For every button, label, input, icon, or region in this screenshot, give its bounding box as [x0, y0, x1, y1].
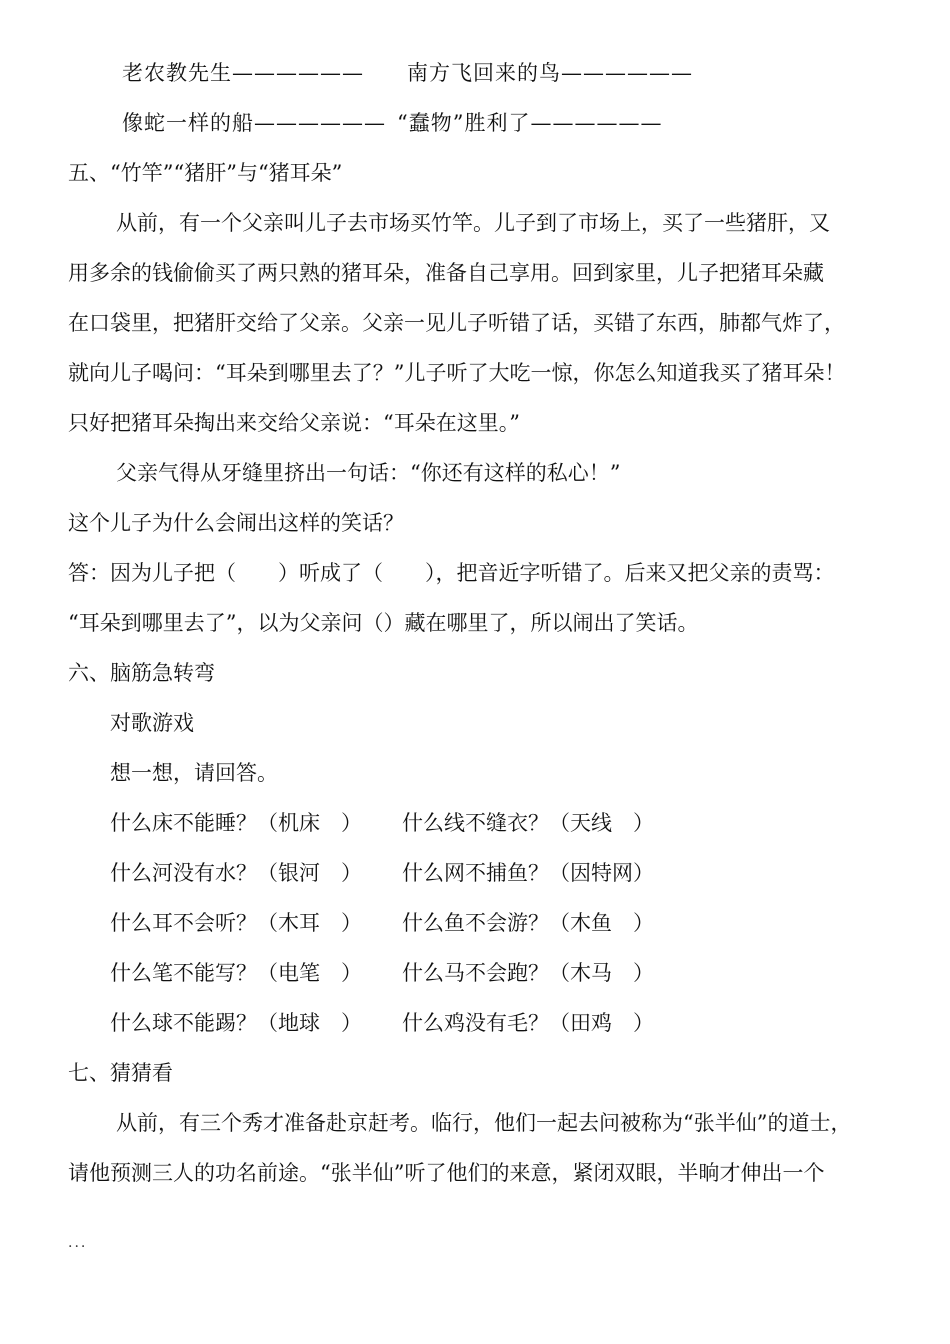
- phrase-chunwu: “蠢物”胜利了——————: [397, 111, 663, 135]
- section-5-answer-line: 答：因为儿子把（ ）听成了（ ），把音近字听错了。后来又把父亲的责骂：: [68, 561, 835, 585]
- riddle-right: 什么马不会跑？（木马 ）: [402, 961, 654, 985]
- section-5-answer-line: “耳朵到哪里去了”，以为父亲问（）藏在哪里了，所以闹出了笑话。: [68, 611, 699, 635]
- section-6-subtitle: 对歌游戏: [110, 711, 194, 735]
- section-5-heading: 五、“竹竿”“猪肝”与“猪耳朵”: [68, 161, 343, 185]
- riddle-right: 什么鱼不会游？（木鱼 ）: [402, 911, 654, 935]
- riddle-right: 什么线不缝衣？（天线 ）: [402, 811, 654, 835]
- section-7-paragraph-line: 从前，有三个秀才准备赴京赶考。临行，他们一起去问被称为“张半仙”的道士，: [116, 1111, 852, 1135]
- riddle-right: 什么网不捕鱼？（因特网）: [402, 861, 654, 885]
- riddle-right: 什么鸡没有毛？（田鸡 ）: [402, 1011, 654, 1035]
- riddle-left: 什么河没有水？（银河 ）: [110, 861, 362, 885]
- section-5-question: 这个儿子为什么会闹出这样的笑话？: [68, 511, 404, 535]
- section-6-instruction: 想一想，请回答。: [110, 761, 278, 785]
- section-5-paragraph-2: 父亲气得从牙缝里挤出一句话：“你还有这样的私心！”: [116, 461, 621, 485]
- riddle-left: 什么球不能踢？（地球 ）: [110, 1011, 362, 1035]
- section-5-paragraph-line: 在口袋里，把猪肝交给了父亲。父亲一见儿子听错了话，买错了东西，肺都气炸了，: [68, 311, 845, 335]
- riddle-left: 什么床不能睡？（机床 ）: [110, 811, 362, 835]
- riddle-left: 什么耳不会听？（木耳 ）: [110, 911, 362, 935]
- section-5-paragraph-line: 只好把猪耳朵掏出来交给父亲说：“耳朵在这里。”: [68, 411, 520, 435]
- section-5-paragraph-line: 就向儿子喝问：“耳朵到哪里去了？”儿子听了大吃一惊，你怎么知道我买了猪耳朵！: [68, 361, 846, 385]
- section-6-heading: 六、脑筋急转弯: [68, 661, 215, 685]
- phrase-xiangshe: 像蛇一样的船——————: [122, 111, 386, 135]
- section-7-paragraph-line: 请他预测三人的功名前途。“张半仙”听了他们的来意，紧闭双眼，半晌才伸出一个: [68, 1161, 825, 1185]
- riddle-left: 什么笔不能写？（电笔 ）: [110, 961, 362, 985]
- phrase-nanfang: 南方飞回来的鸟——————: [407, 61, 693, 85]
- phrase-laonong: 老农教先生——————: [122, 61, 364, 85]
- section-7-heading: 七、猜猜看: [68, 1061, 173, 1085]
- page-continuation-ellipsis: ...: [68, 1235, 88, 1251]
- section-5-paragraph-line: 用多余的钱偷偷买了两只熟的猪耳朵，准备自己享用。回到家里，儿子把猪耳朵藏: [68, 261, 824, 285]
- section-5-paragraph-line: 从前，有一个父亲叫儿子去市场买竹竿。儿子到了市场上，买了一些猪肝，又: [116, 211, 830, 235]
